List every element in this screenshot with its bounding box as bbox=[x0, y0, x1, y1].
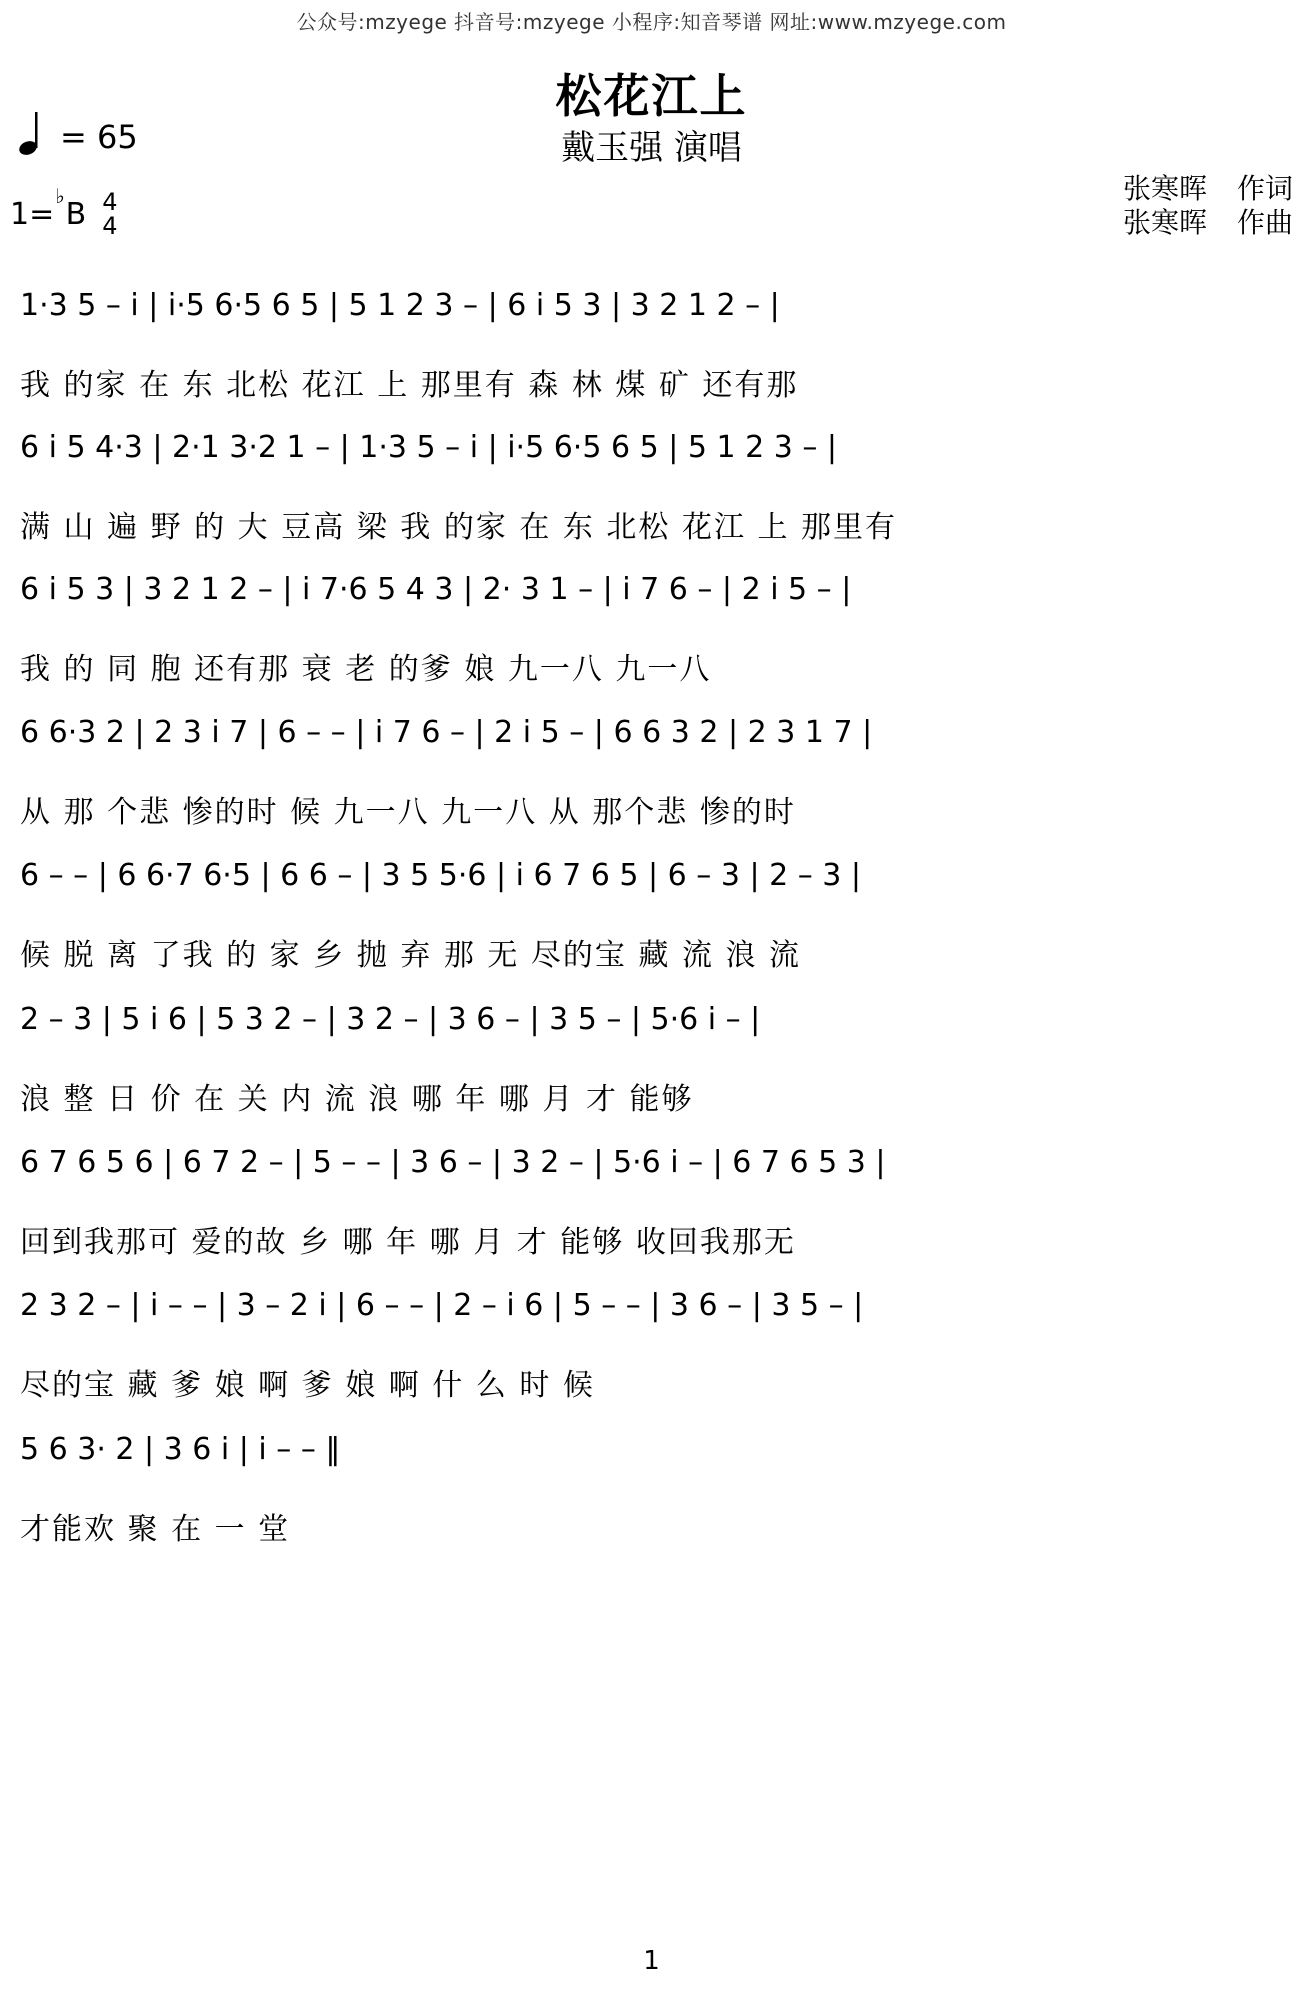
key-prefix: 1= bbox=[10, 196, 55, 232]
lyrics-line: 满 山 遍 野 的 大 豆高 梁 我 的家 在 东 北松 花江 上 那里有 bbox=[20, 510, 898, 545]
lyrics-line: 候 脱 离 了我 的 家 乡 抛 弃 那 无 尽的宝 藏 流 浪 流 bbox=[20, 938, 802, 973]
lyrics-line: 从 那 个悲 惨的时 候 九一八 九一八 从 那个悲 惨的时 bbox=[20, 795, 796, 830]
score-row bbox=[20, 858, 1285, 998]
notation-line: 6 i 5 3 | 3 2 1 2 – | i 7·6 5 4 3 | 2· 3 1 – | i 7 6 – | 2 i 5 – | bbox=[20, 572, 852, 607]
lyrics-line: 我 的 同 胞 还有那 衰 老 的爹 娘 九一八 九一八 bbox=[20, 652, 712, 687]
flat-icon: ♭ bbox=[55, 184, 65, 208]
lyricist-role: 作词 bbox=[1236, 172, 1293, 205]
score-row bbox=[20, 1145, 1285, 1285]
notation-line: 5 6 3· 2 | 3 6 i | i – – ‖ bbox=[20, 1432, 341, 1467]
composer-role: 作曲 bbox=[1236, 206, 1293, 239]
notation-line: 2 – 3 | 5 i 6 | 5 3 2 – | 3 2 – | 3 6 – | 3 5 – | 5·6 i – | bbox=[20, 1002, 761, 1037]
lyrics-line: 才能欢 聚 在 一 堂 bbox=[20, 1512, 291, 1547]
notation-line: 1·3 5 – i | i·5 6·5 6 5 | 5 1 2 3 – | 6 i 5 3 | 3 2 1 2 – | bbox=[20, 288, 780, 323]
page-number: 1 bbox=[643, 1946, 660, 1976]
song-title: 松花江上 bbox=[555, 69, 748, 123]
time-top: 4 bbox=[102, 188, 118, 216]
notation-line: 6 – – | 6 6·7 6·5 | 6 6 – | 3 5 5·6 | i 6 7 6 5 | 6 – 3 | 2 – 3 | bbox=[20, 858, 861, 893]
score-row bbox=[20, 430, 1285, 570]
score-row bbox=[20, 1288, 1285, 1428]
score-row bbox=[20, 715, 1285, 855]
lyrics-line: 浪 整 日 价 在 关 内 流 浪 哪 年 哪 月 才 能够 bbox=[20, 1082, 694, 1117]
tempo-value: = 65 bbox=[60, 118, 138, 156]
lyrics-line: 回到我那可 爱的故 乡 哪 年 哪 月 才 能够 收回我那无 bbox=[20, 1225, 796, 1260]
score-row bbox=[20, 1002, 1285, 1142]
score-row bbox=[20, 1432, 1285, 1572]
notation-line: 6 7 6 5 6 | 6 7 2 – | 5 – – | 3 6 – | 3 2 – | 5·6 i – | 6 7 6 5 3 | bbox=[20, 1145, 886, 1180]
score-row bbox=[20, 288, 1285, 428]
site-info-line: 公众号:mzyege 抖音号:mzyege 小程序:知音琴谱 网址:www.mzyege.com bbox=[296, 10, 1007, 34]
lyrics-line: 尽的宝 藏 爹 娘 啊 爹 娘 啊 什 么 时 候 bbox=[20, 1368, 595, 1403]
notation-line: 2 3 2 – | i – – | 3 – 2 i | 6 – – | 2 – i 6 | 5 – – | 3 6 – | 3 5 – | bbox=[20, 1288, 864, 1323]
composer-name: 张寒晖 bbox=[1122, 206, 1207, 239]
time-bottom: 4 bbox=[102, 212, 118, 240]
singer-line: 戴玉强 演唱 bbox=[561, 128, 742, 168]
score-row bbox=[20, 572, 1285, 712]
notation-line: 6 i 5 4·3 | 2·1 3·2 1 – | 1·3 5 – i | i·5 6·5 6 5 | 5 1 2 3 – | bbox=[20, 430, 837, 465]
lyricist-name: 张寒晖 bbox=[1122, 172, 1207, 205]
key-letter: B bbox=[65, 196, 87, 232]
lyrics-line: 我 的家 在 东 北松 花江 上 那里有 森 林 煤 矿 还有那 bbox=[20, 368, 799, 403]
notation-line: 6 6·3 2 | 2 3 i 7 | 6 – – | i 7 6 – | 2 i 5 – | 6 6 3 2 | 2 3 1 7 | bbox=[20, 715, 873, 750]
